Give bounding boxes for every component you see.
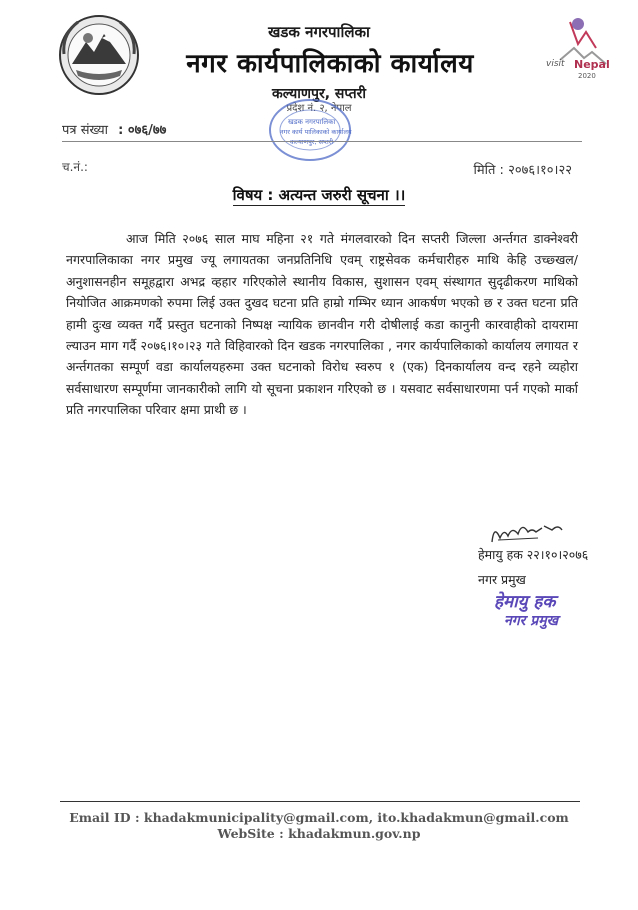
footer-divider: [60, 801, 580, 802]
nepal-text: Nepal: [574, 58, 610, 71]
notice-body: [66, 228, 578, 421]
stamp-line-2: नगर कार्य पालिकाको कार्यालय: [280, 128, 352, 136]
chalani-number: च.नं.:: [62, 160, 88, 174]
org-province: प्रदेश नं. २, नेपाल: [286, 103, 352, 114]
footer-email: Email ID : khadakmunicipality@gmail.com, ito.khadakmun@gmail.com: [69, 810, 569, 825]
subject-text: विषय : अत्यन्त जरुरी सूचना ।।: [232, 186, 406, 204]
reference-number: [62, 120, 166, 138]
handwritten-signature-icon: [478, 518, 588, 548]
body-paragraph: आज मिति २०७६ साल माघ महिना २१ गते मंगलवारको दिन सप्तरी जिल्ला अर्न्तगत डाक्नेश्वरी नगरपालिकाका नगर प्रमुख ज्यू लगायतका जनप्रतिनिधि एवम् राष्ट्रसेवक कर्मचारीहरु माथि केहि उच्छ्खल/अनुशासनहीन समूहद्वारा अभद्र व्हहार गरिएकोले स्थानीय विकास, सुशासन एवम् संस्थागत सुदृढीकरण माथिको नियोजित आक्रमणको रुपमा लिई उक्त दुखद घटना प्रति हाम्रो गम्भिर ध्यान आकर्षण भएको छ र उक्त घटना प्रति हामी दुःख व्यक्त गर्दै प्रस्तुत घटनाको निष्पक्ष न्यायिक छानवीन गरी दोषीलाई कडा कानुनी कारवाहीको दायरामा ल्याउन माग गर्दै २०७६।१०।२३ गते विहिवारको दिन खडक नगरपालिका , नगर कार्यपालिकाको कार्यालय लगायत र अर्न्तगतका सम्पूर्ण वडा कार्यालयहरुमा उक्त घटनाको विरोध स्वरुप १ (एक) दिनकार्यालय वन्द रहने व्यहोरा सर्वसाधारण सम्पूर्णमा जानकारीको लागि यो सूचना प्रकाशन गरिएको छ । यसवाट सर्वसाधारणमा पर्न गएको मार्का प्रति नगरपालिका परिवार क्षमा प्राथी छ ।: [66, 231, 578, 418]
signatory-title: नगर प्रमुख: [478, 572, 526, 587]
org-location: कल्याणपुर, सप्तरी: [272, 86, 366, 102]
footer-website: WebSite : khadakmun.gov.np: [217, 826, 421, 841]
stamp-line-3: कल्याणपुर, सप्तरी: [290, 138, 334, 146]
org-name-title: नगर कार्यपालिकाको कार्यालय: [186, 49, 474, 79]
reference-value: : ०७६/७७: [118, 123, 167, 138]
org-name-small: खडक नगरपालिका: [268, 23, 370, 41]
signature-stamp-name: हेमायु हक: [494, 592, 556, 612]
stamp-line-1: खडक नगरपालिका: [288, 118, 336, 126]
header-divider: [62, 141, 582, 142]
year-text: 2020: [578, 72, 596, 80]
letter-date: मिति : २०७६।१०।२२: [473, 163, 572, 178]
reference-label: पत्र संख्या: [62, 123, 108, 138]
visit-text: visit: [546, 59, 565, 69]
signatory-name-date: हेमायु हक २२।१०।२०७६: [478, 547, 589, 562]
signature-stamp-title: नगर प्रमुख: [504, 613, 559, 629]
office-stamp-icon: [258, 98, 374, 164]
subject-line: [0, 185, 638, 205]
